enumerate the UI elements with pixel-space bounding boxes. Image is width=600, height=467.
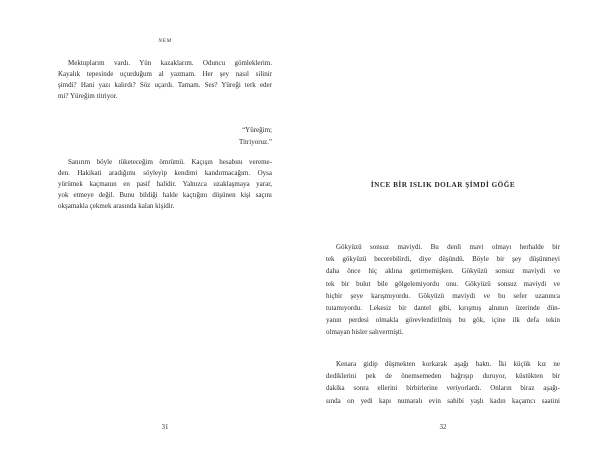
quote-line: “Yüreğim; <box>242 126 272 134</box>
chapter-title: İNCE BİR ISLIK DOLAR ŞİMDİ GÖĞE <box>370 181 516 189</box>
text-line: şimdi? Hani yazı kalırdı? Söz uçardı. Tamam. Ses? Yüreği terk eder <box>58 81 272 90</box>
left-paragraph-2 <box>58 157 272 212</box>
right-paragraph-2 <box>326 358 560 407</box>
text-line: yürümek kaçmanın en pasif halidir. Yalnızca uzaklaşmaya yarar, <box>58 180 272 189</box>
text-line: hiçbir şeye karışmıyordu. Gökyüzü maviydi ve bu sefer uzanınca <box>326 291 560 300</box>
text-line: Sanırım böyle tüketeceğim ömrümü. Kaçışın hesabını vereme- <box>68 158 272 166</box>
left-paragraph-1 <box>58 58 272 102</box>
text-line: den. Hakikati aradığımı söyleyip kendimi kandırmacağım. Oysa <box>58 169 272 178</box>
text-line: sında on yedi kapı numaralı evin sahibi yaşlı kadın kaçamcı saatini <box>326 396 560 405</box>
right-paragraph-1 <box>326 241 560 339</box>
text-line: Kayalık tepesinde uçurduğum al yazmam. Her şey nasıl silinir <box>58 70 272 79</box>
text-line: Gökyüzü sonsuz maviydi. Bu denli mavi olmayı herhalde bir <box>336 243 560 251</box>
text-line: dakika sonra ellerini birbirlerine veriyorlardı. Onların biraz aşağı- <box>326 384 560 393</box>
text-line: Mektuplarım vardı. Yün kazaklarım. Oduncu gömleklerim. <box>68 59 272 67</box>
text-line: tek gökyüzü becerebilirdi, diye düşündü. Böyle bir şey düşünmeyi <box>326 255 560 264</box>
text-line: olmayan hisler salıvermişti. <box>326 328 404 337</box>
text-line: tutamıyordu. Lekesiz bir dantel gibi, kırışmış alnının üzerinde dün- <box>326 304 560 313</box>
page-number: 32 <box>439 423 447 431</box>
left-page <box>58 0 272 467</box>
right-page <box>326 0 560 467</box>
text-line: mi? Yüreğim titriyor. <box>58 92 118 101</box>
text-line: tek bir bulut bile gölgelemiyordu onu. Gökyüzü sonsuz maviydi ve <box>326 279 560 288</box>
text-line: daha önce hiç aklına getirmemişken. Gökyüzü sonsuz maviydi ve <box>326 267 560 276</box>
running-head: NEM <box>158 38 172 44</box>
text-line: yanın perdesi olmakla görevlendirilmiş bu gök, içine ilk defa tekin <box>326 316 560 325</box>
text-line: okşamakla çekmek arasında kalan kişidir. <box>58 202 175 211</box>
quote-block <box>58 124 272 148</box>
text-line: yok etmeye değil. Bunu bildiği halde kaçtığını düşünen kişi saçını <box>58 191 272 200</box>
text-line: Kenara gidip düşmekten korkarak aşağı baktı. İki küçük kız ne <box>336 360 560 368</box>
text-line: dediklerini pek de önemsemeden bağrışıp duruyor, küstükten bir <box>326 372 560 381</box>
quote-line: Titriyoruz.” <box>239 138 272 146</box>
page-number: 31 <box>161 423 169 431</box>
